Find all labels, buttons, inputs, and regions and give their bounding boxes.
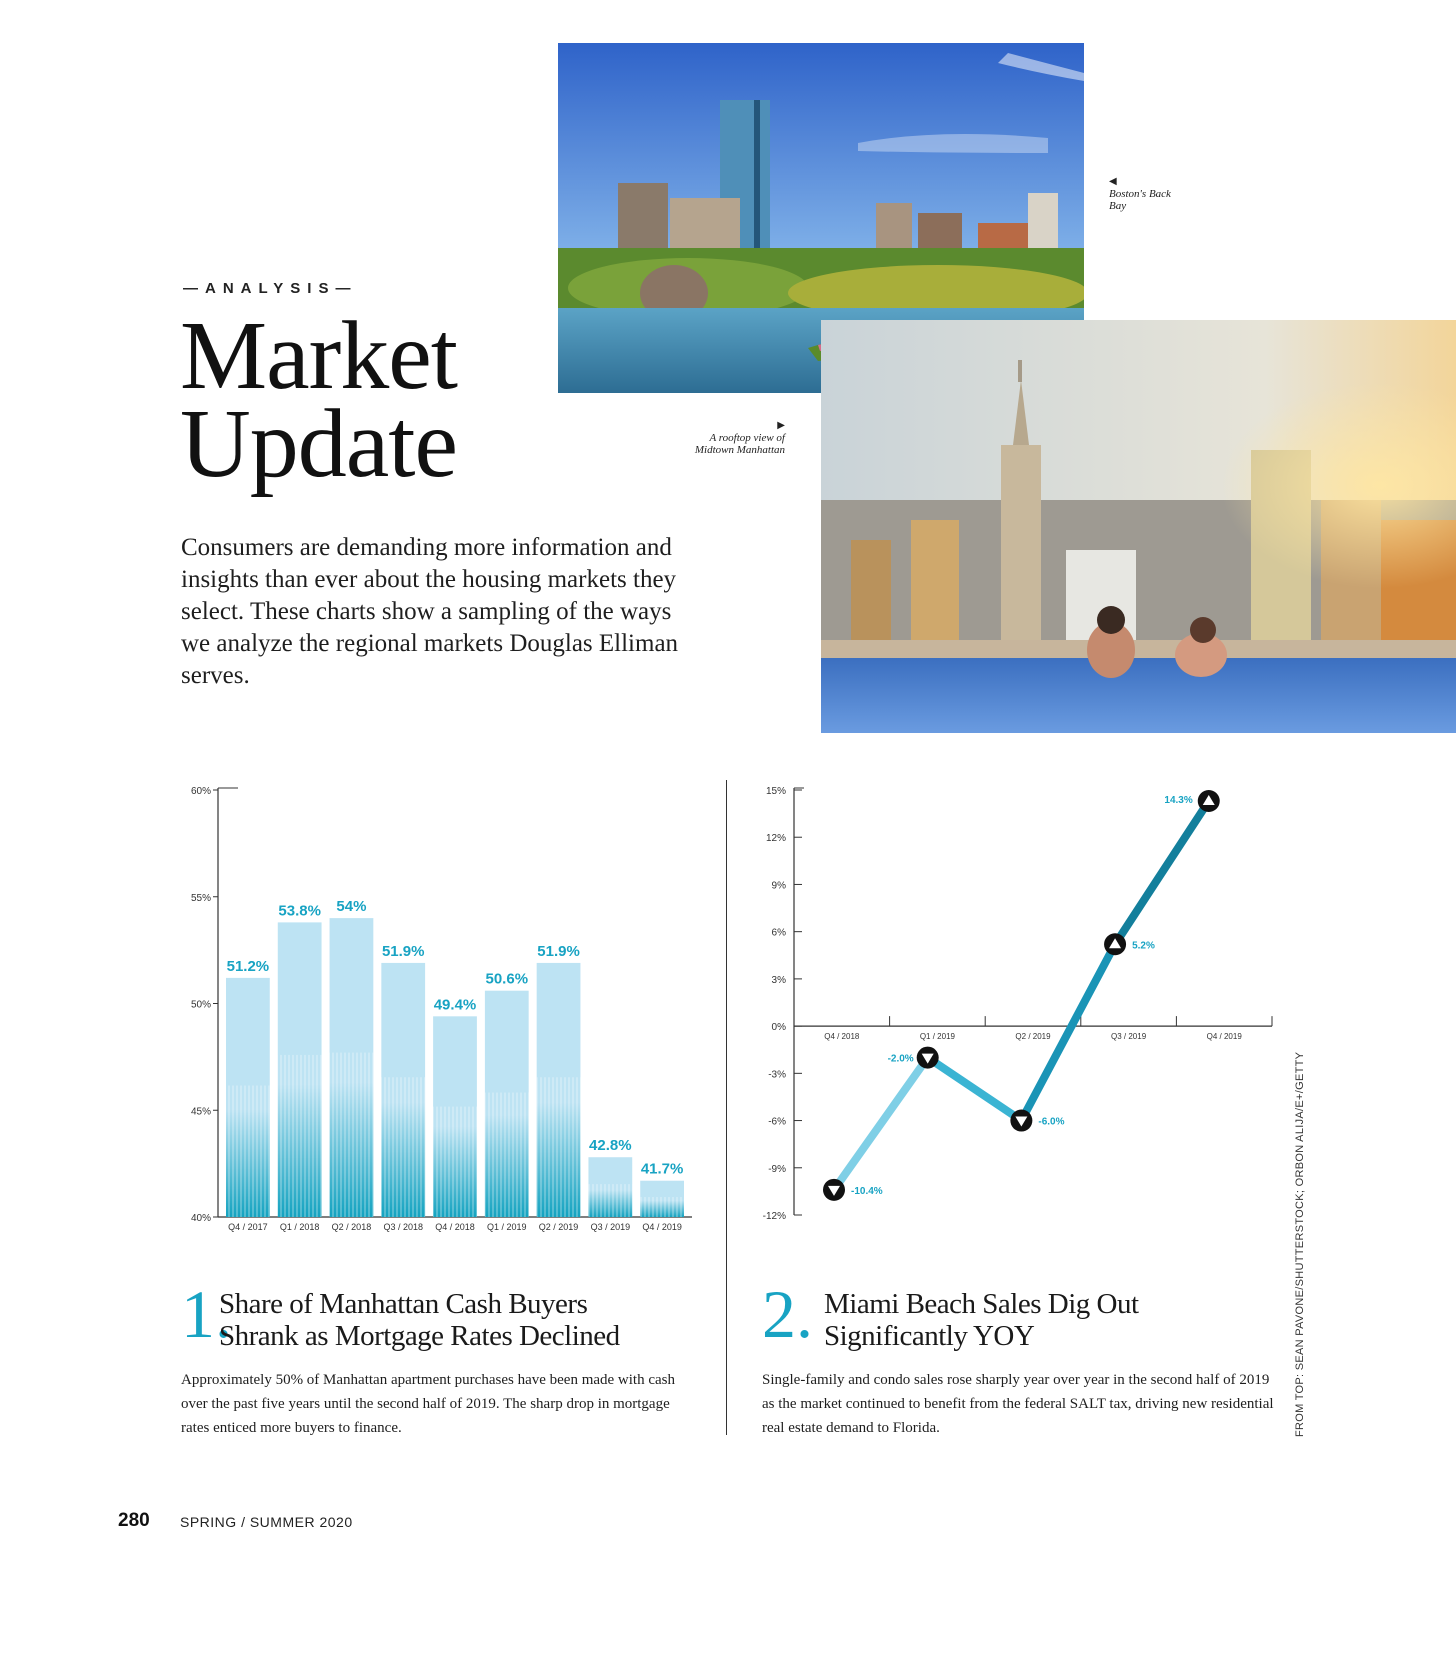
x-tick-label: Q4 / 2019	[1206, 1032, 1242, 1042]
title-line-1: Market	[180, 302, 457, 410]
photo-credit: FROM TOP: SEAN PAVONE/SHUTTERSTOCK; ORBON ALIJA/E+/GETTY	[1294, 1051, 1306, 1437]
x-tick-label: Q4 / 2017	[228, 1222, 268, 1232]
bar-texture	[588, 1184, 632, 1217]
chart-2-title	[762, 1276, 1282, 1358]
series-line-segment	[928, 1058, 1022, 1121]
y-tick-label: 6%	[771, 927, 786, 939]
x-tick-label: Q1 / 2019	[487, 1222, 527, 1232]
chart-2-heading-line-2: Significantly YOY	[824, 1320, 1035, 1352]
y-tick-label: 55%	[190, 892, 211, 904]
point-data-label: -2.0%	[887, 1053, 914, 1065]
bar-texture	[330, 1053, 374, 1217]
manhattan-caption	[690, 420, 785, 456]
point-data-label: 14.3%	[1164, 795, 1193, 807]
chart-2-heading	[824, 1288, 1139, 1352]
y-tick-label: 0%	[771, 1022, 786, 1034]
y-tick-label: 45%	[190, 1106, 211, 1118]
chart-2-description: Single-family and condo sales rose sharply year over year in the second half of 2019 as the market continued to benefit from the federal SALT tax, driving new residential real estate demand to Florida.	[762, 1372, 1274, 1436]
chart-1-heading-line-1: Share of Manhattan Cash Buyers	[219, 1288, 588, 1320]
bar-texture	[226, 1085, 270, 1217]
issue-label: SPRING / SUMMER 2020	[180, 1514, 353, 1530]
x-tick-label: Q2 / 2019	[538, 1222, 579, 1232]
y-tick-label: 40%	[190, 1213, 211, 1224]
bar-data-label: 42.8%	[589, 1137, 632, 1155]
x-tick-label: Q3 / 2019	[590, 1222, 631, 1232]
x-tick-label: Q3 / 2019	[1111, 1032, 1147, 1042]
bar-texture	[278, 1055, 322, 1217]
chart-1-title	[181, 1276, 701, 1358]
x-tick-label: Q3 / 2018	[383, 1222, 423, 1232]
y-tick-label: 15%	[765, 786, 786, 797]
chart-1-number: 1.	[181, 1276, 232, 1352]
y-tick-label: -9%	[768, 1163, 786, 1175]
bar-data-label: 49.4%	[433, 996, 477, 1014]
y-tick-label: 50%	[190, 999, 211, 1011]
page-number: 280	[118, 1510, 150, 1531]
point-data-label: 5.2%	[1132, 940, 1155, 952]
x-tick-label: Q1 / 2018	[279, 1222, 320, 1232]
bar-chart	[180, 770, 700, 1240]
y-tick-label: -3%	[768, 1069, 786, 1081]
bar-data-label: 51.9%	[537, 942, 580, 960]
caption-arrow-icon: ◀	[1109, 176, 1117, 187]
x-tick-label: Q2 / 2018	[331, 1222, 372, 1232]
point-data-label: -6.0%	[1038, 1116, 1065, 1128]
y-tick-label: 60%	[190, 786, 211, 797]
y-tick-label: 3%	[771, 974, 786, 986]
bar-data-label: 51.9%	[381, 942, 425, 960]
column-divider	[726, 780, 727, 1435]
bar-data-label: 53.8%	[278, 902, 321, 920]
caption-arrow-icon: ▶	[777, 420, 785, 431]
series-line-segment	[834, 1058, 928, 1190]
bar-texture	[485, 1093, 529, 1217]
x-tick-label: Q1 / 2019	[919, 1032, 955, 1042]
title-line-2: Update	[180, 390, 457, 498]
boston-caption-text: Boston's Back Bay	[1109, 188, 1171, 212]
bar-data-label: 51.2%	[226, 957, 270, 975]
x-tick-label: Q4 / 2018	[435, 1222, 475, 1232]
chart-1-heading-line-2: Shrank as Mortgage Rates Declined	[219, 1320, 620, 1352]
x-tick-label: Q4 / 2018	[824, 1032, 860, 1042]
intro-paragraph: Consumers are demanding more information and insights than ever about the housing markets they select. These charts show a sampling of the ways we analyze the regional markets Douglas Elliman serves.	[181, 534, 679, 689]
chart-2-heading-line-1: Miami Beach Sales Dig Out	[824, 1288, 1139, 1320]
chart-1-heading	[219, 1288, 620, 1352]
manhattan-caption-text: A rooftop view of Midtown Manhattan	[694, 432, 785, 456]
chart-2-number: 2.	[762, 1276, 813, 1352]
bar-texture	[640, 1197, 684, 1217]
x-tick-label: Q2 / 2019	[1015, 1032, 1051, 1042]
section-label: —ANALYSIS—	[183, 280, 358, 297]
point-data-label: -10.4%	[851, 1185, 883, 1197]
bar-data-label: 54%	[336, 898, 367, 916]
line-chart	[752, 770, 1292, 1230]
chart-1-description: Approximately 50% of Manhattan apartment purchases have been made with cash over the past five years until the second half of 2019. The sharp drop in mortgage rates enticed more buyers to finance.	[181, 1372, 675, 1436]
y-tick-label: -6%	[768, 1116, 786, 1128]
bar-data-label: 50.6%	[485, 970, 529, 988]
bar-texture	[433, 1107, 477, 1217]
page-title	[180, 302, 457, 498]
y-tick-label: 9%	[771, 880, 786, 892]
y-tick-label: 12%	[765, 833, 786, 845]
manhattan-photo	[821, 320, 1456, 733]
x-tick-label: Q4 / 2019	[642, 1222, 682, 1232]
bar-data-label: 41.7%	[640, 1160, 684, 1178]
series-line-segment	[1115, 801, 1209, 944]
boston-caption	[1109, 176, 1179, 212]
bar-texture	[381, 1077, 425, 1217]
bar-texture	[537, 1077, 581, 1217]
y-tick-label: -12%	[762, 1211, 786, 1222]
